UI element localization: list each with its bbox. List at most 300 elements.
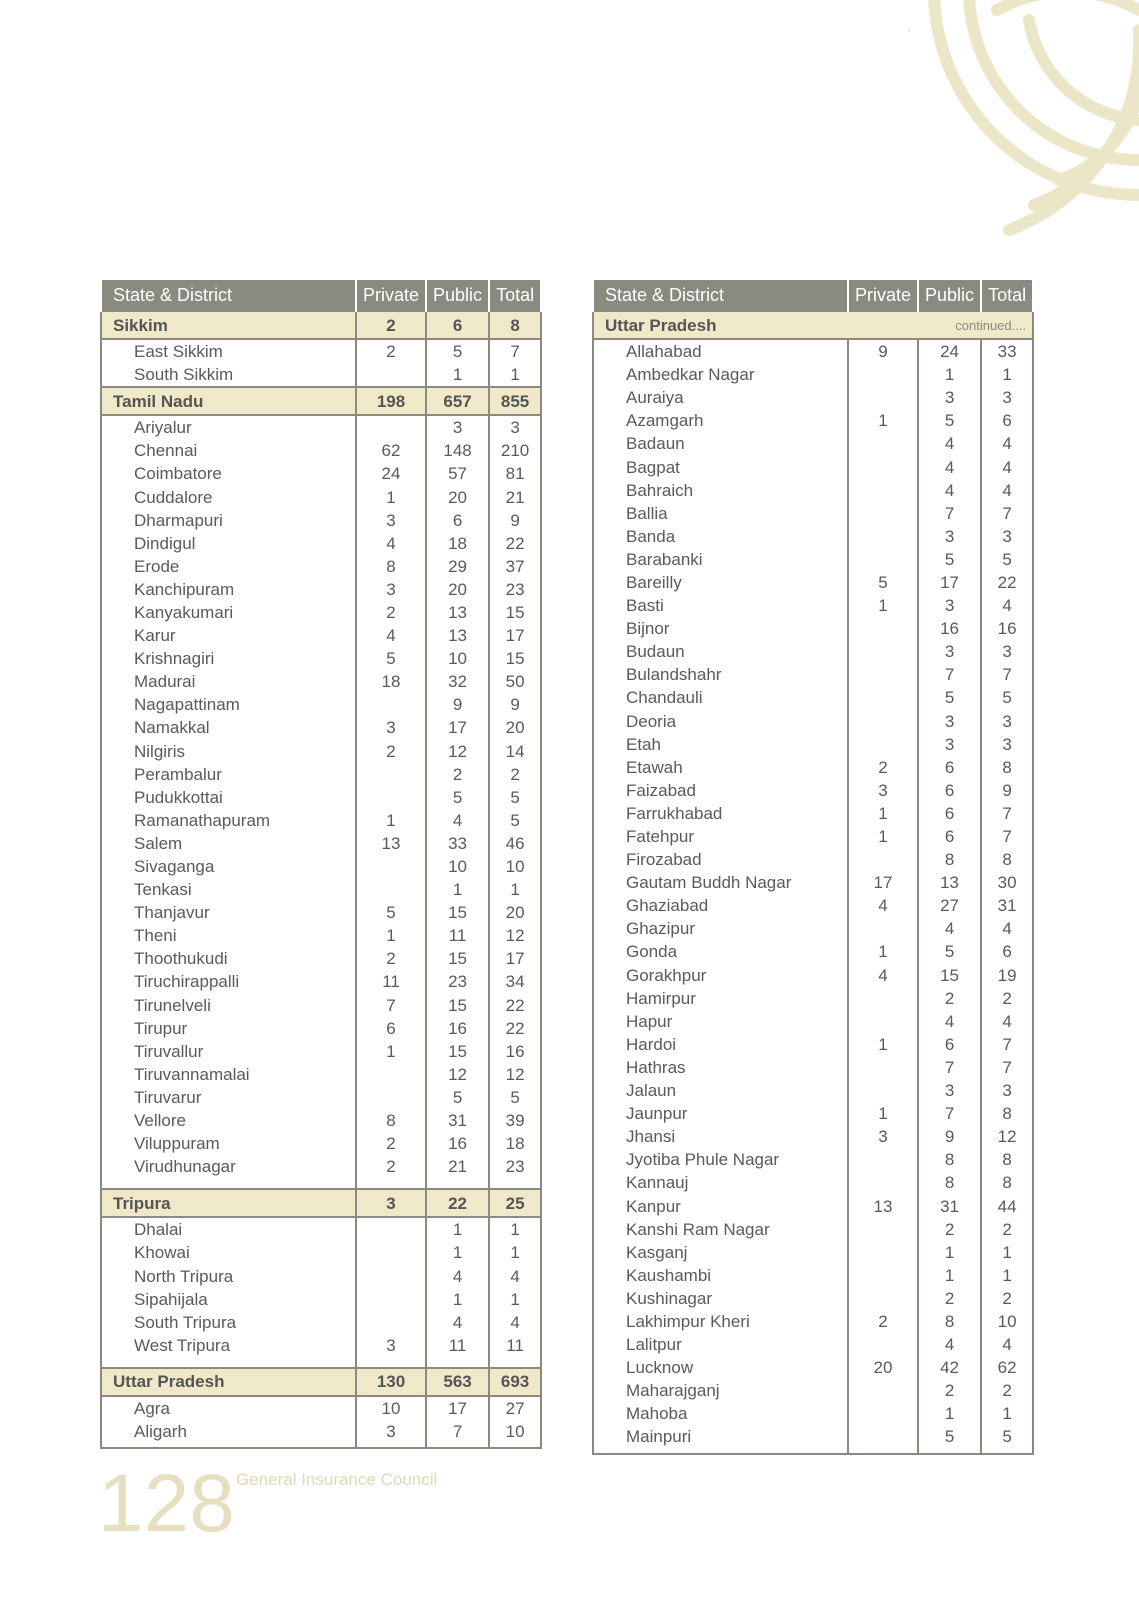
district-row: [593, 1056, 1033, 1079]
total-cell: 16: [981, 617, 1033, 640]
total-cell: 3: [981, 1079, 1033, 1102]
district-row: [101, 832, 541, 855]
private-cell: [848, 1264, 918, 1287]
total-cell: 12: [981, 1125, 1033, 1148]
name-cell: Bijnor: [593, 617, 848, 640]
state-name: Uttar Pradesh: [605, 315, 717, 335]
private-cell: [848, 617, 918, 640]
private-cell: [848, 917, 918, 940]
total-cell: 8: [981, 848, 1033, 871]
public-cell: 5: [918, 686, 981, 709]
spacer-cell: [356, 1357, 426, 1368]
total-cell: 6: [981, 940, 1033, 963]
district-row: [593, 617, 1033, 640]
public-cell: 42: [918, 1356, 981, 1379]
public-cell: 13: [426, 601, 489, 624]
district-row: [101, 693, 541, 716]
total-cell: 5: [489, 1086, 541, 1109]
public-cell: 2: [918, 1379, 981, 1402]
public-cell: 13: [426, 624, 489, 647]
public-cell: 1: [918, 363, 981, 386]
district-row: [101, 1311, 541, 1334]
spacer-cell: [426, 1357, 489, 1368]
district-row: [593, 1218, 1033, 1241]
public-cell: 27: [918, 894, 981, 917]
name-cell: Hamirpur: [593, 987, 848, 1010]
public-cell: 1: [426, 878, 489, 901]
private-cell: 1: [848, 1102, 918, 1125]
private-cell: 3: [848, 1125, 918, 1148]
private-cell: 2: [356, 740, 426, 763]
public-cell: 3: [918, 594, 981, 617]
public-cell: 1: [918, 1241, 981, 1264]
total-cell: 31: [981, 894, 1033, 917]
total-cell: 27: [489, 1396, 541, 1420]
private-cell: 1: [848, 825, 918, 848]
private-cell: 3: [356, 509, 426, 532]
name-cell: Sipahijala: [101, 1288, 356, 1311]
district-row: [101, 1264, 541, 1287]
private-cell: [848, 710, 918, 733]
name-cell: Coimbatore: [101, 462, 356, 485]
public-cell: 8: [918, 1148, 981, 1171]
name-cell: Ambedkar Nagar: [593, 363, 848, 386]
private-cell: [848, 1379, 918, 1402]
total-cell: 21: [489, 485, 541, 508]
district-row: [101, 1017, 541, 1040]
total-cell: 10: [981, 1310, 1033, 1333]
name-cell: Bagpat: [593, 455, 848, 478]
total-cell: 7: [981, 802, 1033, 825]
private-cell: [356, 1264, 426, 1287]
name-cell: Kaushambi: [593, 1264, 848, 1287]
private-cell: [848, 640, 918, 663]
name-cell: Kushinagar: [593, 1287, 848, 1310]
public-cell: 10: [426, 855, 489, 878]
header-public: Public: [426, 280, 489, 311]
name-cell: Chandauli: [593, 686, 848, 709]
public-cell: 5: [918, 409, 981, 432]
total-cell: 1: [489, 363, 541, 387]
name-cell: Ballia: [593, 502, 848, 525]
public-cell: 5: [918, 940, 981, 963]
name-cell: Etawah: [593, 756, 848, 779]
district-row: [593, 1402, 1033, 1425]
private-cell: 4: [848, 964, 918, 987]
name-cell: South Sikkim: [101, 363, 356, 387]
district-row: [593, 871, 1033, 894]
private-cell: [356, 1086, 426, 1109]
public-cell: 9: [918, 1125, 981, 1148]
private-cell: [356, 855, 426, 878]
name-cell: Theni: [101, 924, 356, 947]
total-cell: 2: [981, 1379, 1033, 1402]
state-row: [101, 311, 541, 339]
public-cell: 12: [426, 1063, 489, 1086]
private-cell: [356, 1063, 426, 1086]
total-cell: 8: [981, 1102, 1033, 1125]
total-cell: 44: [981, 1194, 1033, 1217]
total-cell: 6: [981, 409, 1033, 432]
name-cell: Hapur: [593, 1010, 848, 1033]
public-cell: 29: [426, 555, 489, 578]
name-cell: Vellore: [101, 1109, 356, 1132]
name-cell: Nagapattinam: [101, 693, 356, 716]
name-cell: Chennai: [101, 439, 356, 462]
total-cell: 4: [981, 1333, 1033, 1356]
private-cell: 2: [356, 601, 426, 624]
name-cell: Tiruvallur: [101, 1040, 356, 1063]
name-cell: Uttar Pradesh: [101, 1368, 356, 1396]
district-row: [593, 363, 1033, 386]
public-cell: 6: [918, 825, 981, 848]
public-cell: 22: [426, 1189, 489, 1217]
name-cell: Lakhimpur Kheri: [593, 1310, 848, 1333]
name-cell: Jaunpur: [593, 1102, 848, 1125]
district-row: [593, 594, 1033, 617]
total-cell: 5: [981, 548, 1033, 571]
private-cell: [848, 455, 918, 478]
total-cell: 14: [489, 740, 541, 763]
district-row: [593, 409, 1033, 432]
district-table-right: [592, 280, 1034, 1455]
public-cell: 4: [426, 1311, 489, 1334]
private-cell: 5: [848, 571, 918, 594]
district-row: [593, 964, 1033, 987]
name-cell: Fatehpur: [593, 825, 848, 848]
district-row: [593, 779, 1033, 802]
district-row: [593, 548, 1033, 571]
public-cell: 4: [918, 1010, 981, 1033]
public-cell: 13: [918, 871, 981, 894]
private-cell: [848, 525, 918, 548]
private-cell: 198: [356, 387, 426, 415]
total-cell: 3: [981, 733, 1033, 756]
district-row: [593, 525, 1033, 548]
private-cell: [356, 786, 426, 809]
name-cell: Tiruvannamalai: [101, 1063, 356, 1086]
private-cell: [848, 1010, 918, 1033]
total-cell: 8: [489, 311, 541, 339]
private-cell: 2: [356, 1132, 426, 1155]
district-row: [593, 1148, 1033, 1171]
district-row: [593, 1079, 1033, 1102]
district-row: [593, 802, 1033, 825]
state-name-cell: [593, 311, 1033, 339]
page-number: 128: [98, 1458, 235, 1549]
district-table-left: [100, 280, 542, 1449]
district-row: [593, 386, 1033, 409]
name-cell: Namakkal: [101, 716, 356, 739]
district-row: [101, 532, 541, 555]
name-cell: Gorakhpur: [593, 964, 848, 987]
private-cell: 13: [848, 1194, 918, 1217]
total-cell: 7: [981, 663, 1033, 686]
public-cell: 8: [918, 1171, 981, 1194]
public-cell: 1: [426, 1217, 489, 1241]
private-cell: [356, 1288, 426, 1311]
total-cell: 2: [981, 987, 1033, 1010]
public-cell: 5: [426, 339, 489, 363]
name-cell: Madurai: [101, 670, 356, 693]
district-row: [593, 1171, 1033, 1194]
public-cell: 4: [918, 1333, 981, 1356]
public-cell: 7: [918, 1102, 981, 1125]
total-cell: 1: [489, 1288, 541, 1311]
district-row: [593, 848, 1033, 871]
private-cell: 8: [356, 1109, 426, 1132]
public-cell: 148: [426, 439, 489, 462]
name-cell: Viluppuram: [101, 1132, 356, 1155]
total-cell: 3: [981, 386, 1033, 409]
total-cell: 33: [981, 339, 1033, 363]
total-cell: 11: [489, 1334, 541, 1357]
total-cell: 9: [981, 779, 1033, 802]
district-row: [593, 710, 1033, 733]
district-row: [101, 647, 541, 670]
public-cell: 5: [426, 1086, 489, 1109]
private-cell: 3: [356, 1189, 426, 1217]
private-cell: 1: [356, 924, 426, 947]
name-cell: Erode: [101, 555, 356, 578]
district-row: [101, 415, 541, 439]
district-row: [101, 855, 541, 878]
private-cell: 2: [848, 756, 918, 779]
name-cell: Virudhunagar: [101, 1155, 356, 1178]
name-cell: Tirupur: [101, 1017, 356, 1040]
private-cell: [356, 1241, 426, 1264]
name-cell: Basti: [593, 594, 848, 617]
public-cell: 11: [426, 1334, 489, 1357]
name-cell: Kanshi Ram Nagar: [593, 1218, 848, 1241]
district-row: [593, 1333, 1033, 1356]
public-cell: 20: [426, 578, 489, 601]
private-cell: 13: [356, 832, 426, 855]
total-cell: 4: [981, 479, 1033, 502]
total-cell: 3: [981, 525, 1033, 548]
total-cell: 12: [489, 924, 541, 947]
total-cell: 7: [981, 502, 1033, 525]
header-private: Private: [356, 280, 426, 311]
public-cell: 8: [918, 1310, 981, 1333]
public-cell: 1: [918, 1402, 981, 1425]
public-cell: 2: [918, 1218, 981, 1241]
district-row: [101, 555, 541, 578]
total-cell: 17: [489, 624, 541, 647]
total-cell: 46: [489, 832, 541, 855]
private-cell: 3: [356, 716, 426, 739]
right-table-body: [593, 311, 1033, 1454]
total-cell: 3: [981, 640, 1033, 663]
private-cell: [356, 363, 426, 387]
state-row: [101, 1368, 541, 1396]
public-cell: 7: [918, 1056, 981, 1079]
total-cell: 4: [489, 1264, 541, 1287]
left-table-body: [101, 311, 541, 1448]
private-cell: [848, 1171, 918, 1194]
private-cell: 5: [356, 901, 426, 924]
public-cell: 15: [426, 1040, 489, 1063]
spacer-cell: [356, 1178, 426, 1189]
name-cell: Tiruchirappalli: [101, 970, 356, 993]
district-row: [101, 339, 541, 363]
name-cell: Budaun: [593, 640, 848, 663]
name-cell: Cuddalore: [101, 485, 356, 508]
total-cell: 1: [981, 363, 1033, 386]
name-cell: Tiruvarur: [101, 1086, 356, 1109]
total-cell: 5: [489, 809, 541, 832]
name-cell: Tirunelveli: [101, 994, 356, 1017]
private-cell: 2: [356, 1155, 426, 1178]
district-row: [593, 1310, 1033, 1333]
total-cell: 1: [981, 1264, 1033, 1287]
district-row: [101, 1109, 541, 1132]
public-cell: 2: [918, 1287, 981, 1310]
private-cell: [848, 848, 918, 871]
header-state-district: State & District: [101, 280, 356, 311]
name-cell: Kanchipuram: [101, 578, 356, 601]
name-cell: Etah: [593, 733, 848, 756]
total-cell: 2: [981, 1287, 1033, 1310]
total-cell: 15: [489, 647, 541, 670]
private-cell: 1: [356, 485, 426, 508]
private-cell: 8: [356, 555, 426, 578]
name-cell: Sikkim: [101, 311, 356, 339]
public-cell: 9: [426, 693, 489, 716]
name-cell: Dharmapuri: [101, 509, 356, 532]
district-row: [101, 462, 541, 485]
total-cell: 1: [981, 1241, 1033, 1264]
public-cell: 31: [426, 1109, 489, 1132]
spacer-row: [101, 1357, 541, 1368]
district-row: [593, 756, 1033, 779]
private-cell: 1: [356, 809, 426, 832]
total-cell: 10: [489, 855, 541, 878]
district-row: [101, 763, 541, 786]
public-cell: 6: [918, 1033, 981, 1056]
name-cell: Ghaziabad: [593, 894, 848, 917]
district-row: [101, 1155, 541, 1178]
public-cell: 12: [426, 740, 489, 763]
name-cell: South Tripura: [101, 1311, 356, 1334]
name-cell: Aligarh: [101, 1420, 356, 1448]
total-cell: 37: [489, 555, 541, 578]
name-cell: Krishnagiri: [101, 647, 356, 670]
private-cell: 4: [848, 894, 918, 917]
name-cell: Barabanki: [593, 548, 848, 571]
name-cell: Lalitpur: [593, 1333, 848, 1356]
district-row: [593, 571, 1033, 594]
private-cell: [848, 1402, 918, 1425]
name-cell: Ghazipur: [593, 917, 848, 940]
name-cell: Tenkasi: [101, 878, 356, 901]
name-cell: Hardoi: [593, 1033, 848, 1056]
public-cell: 16: [918, 617, 981, 640]
name-cell: Mainpuri: [593, 1425, 848, 1453]
spacer-cell: [101, 1357, 356, 1368]
district-row: [101, 670, 541, 693]
public-cell: 1: [426, 1241, 489, 1264]
public-cell: 17: [426, 716, 489, 739]
district-row: [101, 809, 541, 832]
public-cell: 15: [426, 901, 489, 924]
name-cell: Badaun: [593, 432, 848, 455]
public-cell: 4: [918, 455, 981, 478]
public-cell: 15: [918, 964, 981, 987]
district-row: [593, 987, 1033, 1010]
public-cell: 4: [426, 1264, 489, 1287]
district-row: [593, 825, 1033, 848]
public-cell: 6: [426, 311, 489, 339]
private-cell: 9: [848, 339, 918, 363]
district-row: [101, 1063, 541, 1086]
district-row: [593, 1287, 1033, 1310]
private-cell: 11: [356, 970, 426, 993]
public-cell: 4: [918, 917, 981, 940]
district-row: [101, 601, 541, 624]
district-row: [593, 686, 1033, 709]
name-cell: Ariyalur: [101, 415, 356, 439]
private-cell: [848, 1241, 918, 1264]
private-cell: [356, 1311, 426, 1334]
total-cell: 1: [489, 878, 541, 901]
total-cell: 10: [489, 1420, 541, 1448]
public-cell: 1: [426, 363, 489, 387]
total-cell: 19: [981, 964, 1033, 987]
private-cell: 1: [848, 940, 918, 963]
district-row: [101, 994, 541, 1017]
total-cell: 25: [489, 1189, 541, 1217]
name-cell: Tripura: [101, 1189, 356, 1217]
total-cell: 4: [489, 1311, 541, 1334]
name-cell: Gautam Buddh Nagar: [593, 871, 848, 894]
district-row: [101, 1040, 541, 1063]
public-cell: 6: [918, 779, 981, 802]
spacer-cell: [426, 1178, 489, 1189]
public-cell: 2: [426, 763, 489, 786]
public-cell: 3: [918, 733, 981, 756]
name-cell: Deoria: [593, 710, 848, 733]
header-public: Public: [918, 280, 981, 311]
total-cell: 81: [489, 462, 541, 485]
public-cell: 11: [426, 924, 489, 947]
total-cell: 62: [981, 1356, 1033, 1379]
name-cell: Tamil Nadu: [101, 387, 356, 415]
public-cell: 3: [918, 640, 981, 663]
district-row: [593, 1425, 1033, 1453]
district-row: [101, 970, 541, 993]
total-cell: 34: [489, 970, 541, 993]
private-cell: 17: [848, 871, 918, 894]
total-cell: 23: [489, 1155, 541, 1178]
district-row: [593, 940, 1033, 963]
private-cell: 2: [356, 947, 426, 970]
public-cell: 5: [918, 548, 981, 571]
private-cell: [848, 663, 918, 686]
public-cell: 657: [426, 387, 489, 415]
total-cell: 8: [981, 1171, 1033, 1194]
private-cell: 3: [356, 1334, 426, 1357]
district-row: [593, 894, 1033, 917]
public-cell: 6: [918, 756, 981, 779]
district-row: [593, 663, 1033, 686]
private-cell: [356, 415, 426, 439]
public-cell: 4: [426, 809, 489, 832]
public-cell: 3: [918, 1079, 981, 1102]
public-cell: 7: [918, 502, 981, 525]
name-cell: Lucknow: [593, 1356, 848, 1379]
header-private: Private: [848, 280, 918, 311]
